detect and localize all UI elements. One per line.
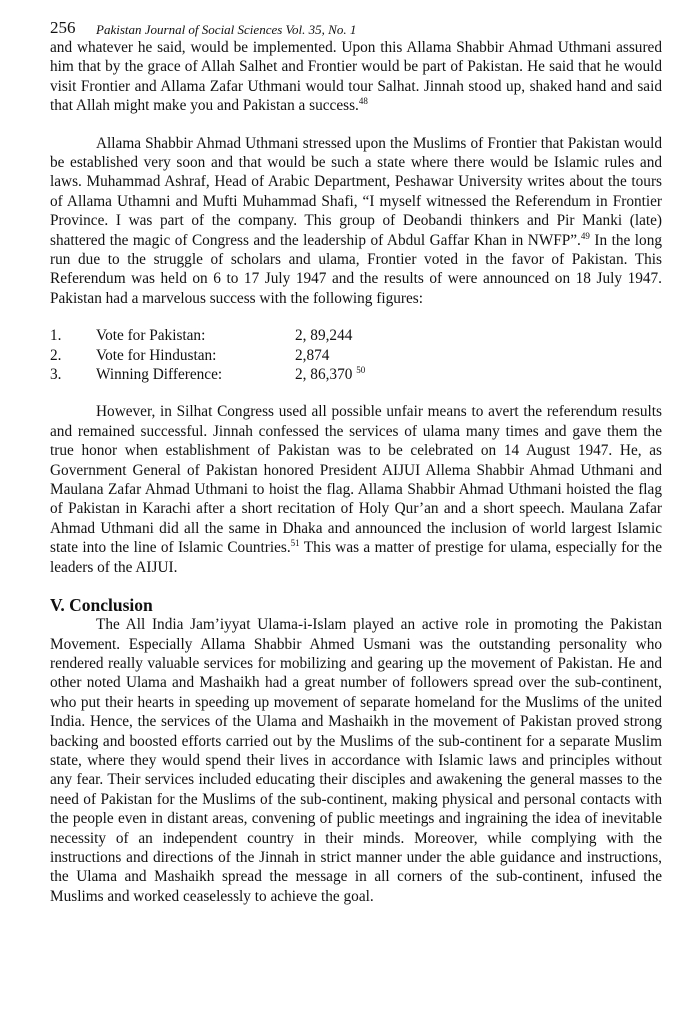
paragraph-3-text-b: This was a matter of prestige for ulama, especially for the leaders of the AIJUI. [50,539,662,576]
running-header [50,16,662,38]
conclusion-paragraph: The All India Jam’iyyat Ulama-i-Islam played an active role in promoting the Pakistan Movement. Especially Allama Shabbir Ahmed Usmani was the outstanding personality who rendered really valuable services for mobilizing and gearing up the movement of Pakistan. He and other noted Ulama and Mashaikh had a great number of followers spread over the sub-continent, who put their hearts in speeding up movement of separate homeland for the Muslims of the united India. Hence, the services of the Ulama and Mashaikh in the movement of Pakistan proved strong backing and boosted efforts carried out by the Muslims of the sub-continent for a separate Muslim state, where they would spend their lives in accordance with Islamic laws and principles without any fear. Their services included educating their disciples and awakening the general masses to the need of Pakistan for the Muslims of the sub-continent, making physical and personal contacts with the people even in distant areas, convening of public meetings and ingraining the idea of inevitable necessity of an independent country in their minds. Moreover, while complying with the instructions and directions of the Jinnah in strict manner under the able guidance and instructions, the Ulama and Mashaikh spread the message in all corners of the sub-continent, infused the Muslims and worked ceaselessly to achieve the goal. [50,616,662,905]
footnote-ref-50: 50 [356,365,366,376]
page-number: 256 [50,18,76,37]
list-item-number: 1. [50,327,62,345]
section-heading-conclusion: V. Conclusion [50,595,153,616]
list-item-value: 2, 89,244 [295,327,353,345]
list-item [50,365,662,384]
list-item [50,326,662,345]
paragraph-2-text-a: Allama Shabbir Ahmad Uthmani stressed upon the Muslims of Frontier that Pakistan would be established very soon and that would be such a state where there would be Islamic rules and laws. Muhammad Ashraf, Head of Arabic Department, Peshawar University writes about the tours of Allama Uthamni and Mufti Muhammad Shafi, “I myself witnessed the Referendum in Frontier Province. I was part of the company. This group of Deobandi thinkers and Pir Manki (late) shattered the magic of Congress and the leadership of Abdul Gaffar Khan in NWFP”. [50,134,662,249]
paragraph-3-text-a: However, in Silhat Congress used all possible unfair means to avert the referendum results and remained successful. Jinnah confessed the services of ulama many times and gave them the true honor when establishment of Pakistan was to be celebrated on 14 August 1947. He, as Government General of Pakistan honored President AIJUI Allema Shabbir Ahmad Uthmani and Maulana Zafar Ahmad Uthmani to hoist the flag. Allama Shabbir Ahmad Uthmani hoisted the flag of Pakistan in Karachi after a short recitation of Holy Qur’an and a short speech. Maulana Zafar Ahmad Uthmani did all the same in Dhaka and announced the inclusion of world largest Islamic state into the line of Islamic Countries. [50,403,662,557]
paragraph-3 [50,402,662,577]
paragraph-2-text-b: In the long run due to the struggle of scholars and ulama, Frontier voted in the favor of Pakistan. This Referendum was held on 6 to 17 July 1947 and the results of were announced on 18 July 1947. Pakistan had a marvelous success with the following figures: [50,231,662,307]
journal-title: Pakistan Journal of Social Sciences Vol. 35, No. 1 [96,22,357,37]
list-item-number: 2. [50,346,62,364]
list-item [50,346,662,365]
footnote-ref-48: 48 [358,96,368,107]
list-item-value: 2,874 [295,346,330,364]
footnote-ref-49: 49 [580,230,590,241]
list-item-label: Vote for Pakistan: [96,327,206,345]
list-item-label: Vote for Hindustan: [96,346,217,364]
referendum-figures-list [50,326,662,384]
paragraph-2 [50,134,662,309]
paragraph-1 [50,38,662,116]
paper-page [50,16,662,906]
footnote-ref-51: 51 [290,538,300,549]
list-item-number: 3. [50,366,62,384]
list-item-label: Winning Difference: [96,366,223,384]
paragraph-1-text: and whatever he said, would be implemented. Upon this Allama Shabbir Ahmad Uthmani assured him that by the grace of Allah Salhet and Frontier would be part of Pakistan. He said that he would visit Frontier and Allama Zafar Uthmani would tour Salhat. Jinnah stood up, shaked hand and said that Allah might make you and Pakistan a success. [50,39,662,115]
list-item-value: 2, 86,370 $^{50}$ [295,365,366,384]
